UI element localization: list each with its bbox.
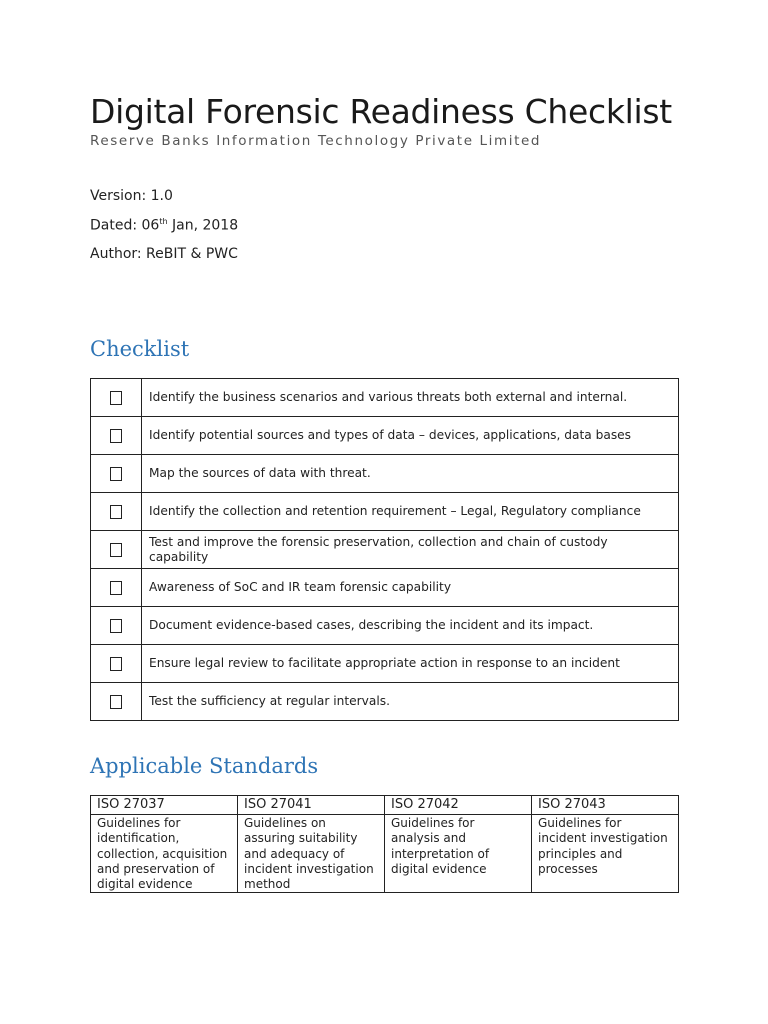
checkbox[interactable] (110, 391, 122, 405)
checklist-checkbox-cell (91, 607, 142, 645)
checklist-row (91, 607, 679, 645)
standard-code: ISO 27043 (532, 796, 679, 815)
checkbox[interactable] (110, 581, 122, 595)
checklist-row (91, 493, 679, 531)
checklist-checkbox-cell (91, 379, 142, 417)
checklist-checkbox-cell (91, 569, 142, 607)
checkbox[interactable] (110, 429, 122, 443)
standards-heading: Applicable Standards (90, 754, 319, 778)
checklist-item-label: Test and improve the forensic preservation, collection and chain of custody capability (142, 531, 679, 569)
checkbox[interactable] (110, 657, 122, 671)
checklist-row (91, 645, 679, 683)
version-text: Version: 1.0 (90, 188, 173, 204)
checklist-item-label: Identify the business scenarios and various threats both external and internal. (142, 379, 679, 417)
checklist-item-label: Map the sources of data with threat. (142, 455, 679, 493)
checklist-item-label: Ensure legal review to facilitate appropriate action in response to an incident (142, 645, 679, 683)
checkbox[interactable] (110, 505, 122, 519)
checklist-row (91, 455, 679, 493)
checklist-row (91, 417, 679, 455)
dated-prefix: Dated: 06 (90, 217, 160, 234)
standard-description: Guidelines for incident investigation principles and processes (532, 815, 679, 893)
checklist-item-label: Awareness of SoC and IR team forensic capability (142, 569, 679, 607)
dated-ordinal: th (159, 217, 168, 226)
checklist-checkbox-cell (91, 531, 142, 569)
checklist-checkbox-cell (91, 645, 142, 683)
standard-description: Guidelines for identification, collection, acquisition and preservation of digital evidence (91, 815, 238, 893)
checklist-table (90, 378, 679, 721)
checklist-checkbox-cell (91, 493, 142, 531)
standard-description: Guidelines for analysis and interpretation of digital evidence (385, 815, 532, 893)
checklist-row (91, 379, 679, 417)
checklist-checkbox-cell (91, 417, 142, 455)
checklist-checkbox-cell (91, 455, 142, 493)
checklist-checkbox-cell (91, 683, 142, 721)
standard-description: Guidelines on assuring suitability and adequacy of incident investigation method (238, 815, 385, 893)
checklist-row (91, 683, 679, 721)
document-subtitle: Reserve Banks Information Technology Private Limited (90, 133, 542, 149)
standard-code: ISO 27041 (238, 796, 385, 815)
checkbox[interactable] (110, 619, 122, 633)
checklist-item-label: Test the sufficiency at regular intervals. (142, 683, 679, 721)
checklist-item-label: Document evidence-based cases, describing the incident and its impact. (142, 607, 679, 645)
checkbox[interactable] (110, 467, 122, 481)
standards-table (90, 795, 679, 893)
checkbox[interactable] (110, 543, 122, 557)
checklist-item-label: Identify potential sources and types of data – devices, applications, data bases (142, 417, 679, 455)
dated-text (90, 217, 238, 234)
dated-suffix: Jan, 2018 (167, 217, 239, 234)
standard-code: ISO 27037 (91, 796, 238, 815)
checklist-row (91, 531, 679, 569)
checklist-row (91, 569, 679, 607)
document-title: Digital Forensic Readiness Checklist (90, 92, 672, 131)
checkbox[interactable] (110, 695, 122, 709)
standard-code: ISO 27042 (385, 796, 532, 815)
checklist-heading: Checklist (90, 337, 190, 361)
author-text: Author: ReBIT & PWC (90, 246, 238, 262)
checklist-item-label: Identify the collection and retention requirement – Legal, Regulatory compliance (142, 493, 679, 531)
